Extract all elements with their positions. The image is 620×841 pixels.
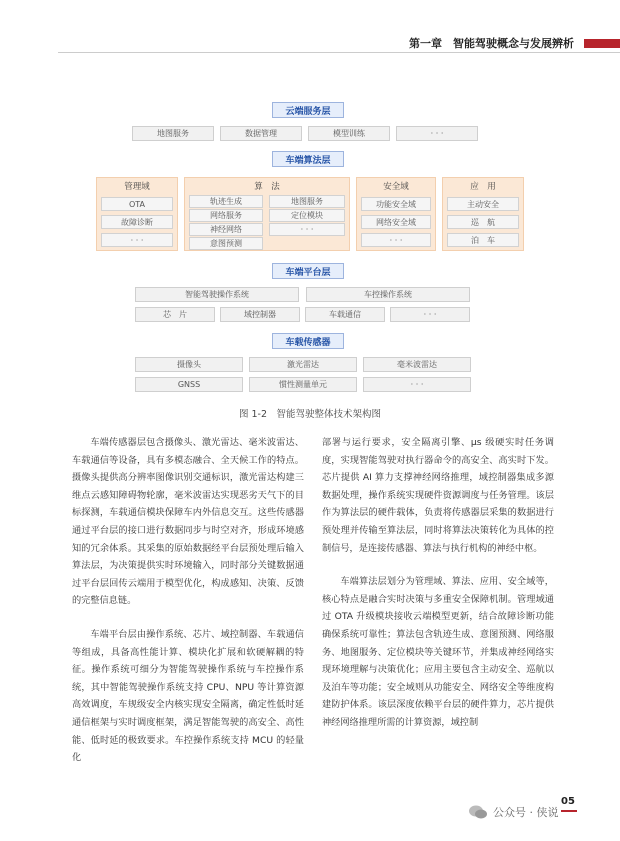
sensor-item: 摄像头 — [135, 357, 243, 372]
sensor-item: 毫米波雷达 — [363, 357, 471, 372]
platform-item: · · · — [390, 307, 470, 322]
algorithm-item: 神经网络 — [189, 223, 263, 236]
platform-item: 域控制器 — [220, 307, 300, 322]
cloud-item: · · · — [396, 126, 478, 141]
mgmt-item: OTA — [101, 197, 173, 211]
algorithm-item: 意图预测 — [189, 237, 263, 250]
watermark — [468, 804, 559, 820]
algorithm-item: · · · — [269, 223, 345, 236]
paragraph: 车端传感器层包含摄像头、激光雷达、毫米波雷达、车载通信等设备，具有多模态融合、全天候工作的特点。摄像头提供高分辨率图像识别交通标识，激光雷达构建三维点云感知障碍物轮廓，毫米波雷达实现恶劣天气下的目标探测，车载通信模块保障车内外信息交互。这些传感器通过平台层的接口进行数据同步与时空对齐，形成环境感知的冗余体系。其采集的原始数据经平台层预处理后输入算法层，为决策提供实时环境输入，同时部分关键数据通过平台层回传云端用于模型优化，构成感知、决策、反馈的完整信息链。 — [72, 437, 304, 607]
platform-item: 车控操作系统 — [306, 287, 470, 302]
right-column — [322, 434, 554, 748]
algorithm-head: 算 法 — [254, 182, 280, 192]
algorithm-item: 网络服务 — [189, 209, 263, 222]
cloud-item: 地图服务 — [132, 126, 214, 141]
sensor-item: GNSS — [135, 377, 243, 392]
algorithm-item: 定位模块 — [269, 209, 345, 222]
safety-domain-head: 安全域 — [383, 182, 409, 192]
page-number: 05 — [561, 796, 575, 807]
wechat-icon — [468, 804, 488, 820]
algo-layer-title: 车端算法层 — [272, 151, 344, 167]
mgmt-item: 故障诊断 — [101, 215, 173, 229]
architecture-diagram — [0, 0, 620, 400]
sensor-item: 惯性测量单元 — [249, 377, 357, 392]
page-number-accent — [561, 810, 577, 812]
cloud-layer-title: 云端服务层 — [272, 102, 344, 118]
cloud-item: 数据管理 — [220, 126, 302, 141]
application-item: 主动安全 — [447, 197, 519, 211]
paragraph: 车端平台层由操作系统、芯片、域控制器、车载通信等组成，具备高性能计算、模块化扩展和软硬解耦的特征。操作系统可细分为智能驾驶操作系统与车控操作系统，其中智能驾驶操作系统支持 CPU、NPU 等计算资源高效调度，车规级安全内核实现安全隔离，确定性低时延通信框架与实时调度框架，满足智能驾驶的高安全、高性能、低时延的极致要求。车控操作系统支持 MCU 的轻量化 — [72, 628, 304, 764]
figure-caption: 图 1-2 智能驾驶整体技术架构图 — [238, 409, 382, 420]
algorithm-item: 轨迹生成 — [189, 195, 263, 208]
sensor-layer-title: 车载传感器 — [272, 333, 344, 349]
platform-item: 智能驾驶操作系统 — [135, 287, 299, 302]
safety-item: 功能安全域 — [361, 197, 431, 211]
algorithm-item: 地图服务 — [269, 195, 345, 208]
mgmt-item: · · · — [101, 233, 173, 247]
mgmt-domain-head: 管理域 — [124, 182, 150, 192]
sensor-item: · · · — [363, 377, 471, 392]
cloud-item: 模型训练 — [308, 126, 390, 141]
platform-item: 芯 片 — [135, 307, 215, 322]
left-column — [72, 434, 304, 783]
safety-item: 网络安全域 — [361, 215, 431, 229]
safety-item: · · · — [361, 233, 431, 247]
chapter-title: 第一章 智能驾驶概念与发展辨析 — [409, 37, 574, 50]
platform-item: 车载通信 — [305, 307, 385, 322]
paragraph: 部署与运行要求，安全隔离引擎、μs 级硬实时任务调度，实现智能驾驶对执行器命令的高安全、高实时下发。芯片提供 AI 算力支撑神经网络推理，域控制器集成多源数据处理，操作系统实现硬件资源调度与任务管理。该层作为算法层的硬件载体，负责将传感器层采集的数据进行预处理并传输至算法层，同时将算法决策转化为具体的控制信号，是连接传感器、算法与执行机构的神经中枢。 — [322, 437, 554, 554]
platform-layer-title: 车端平台层 — [272, 263, 344, 279]
application-head: 应 用 — [470, 182, 496, 192]
sensor-item: 激光雷达 — [249, 357, 357, 372]
watermark-text: 公众号 · 侠说 — [493, 806, 559, 819]
application-item: 巡 航 — [447, 215, 519, 229]
application-item: 泊 车 — [447, 233, 519, 247]
paragraph: 车端算法层划分为管理域、算法、应用、安全域等，核心特点是融合实时决策与多重安全保障机制。管理域通过 OTA 升级模块接收云端模型更新，结合故障诊断功能确保系统可靠性；算法包含轨迹生成、意图预测、网络服务、地图服务、定位模块等关键环节，并集成神经网络实现环境理解与决策优化；应用主要包含主动安全、巡航以及泊车等功能；安全域则从功能安全、网络安全等维度构建防护体系。该层深度依赖平台层的硬件算力，芯片提供神经网络推理所需的计算资源，域控制 — [322, 576, 554, 728]
